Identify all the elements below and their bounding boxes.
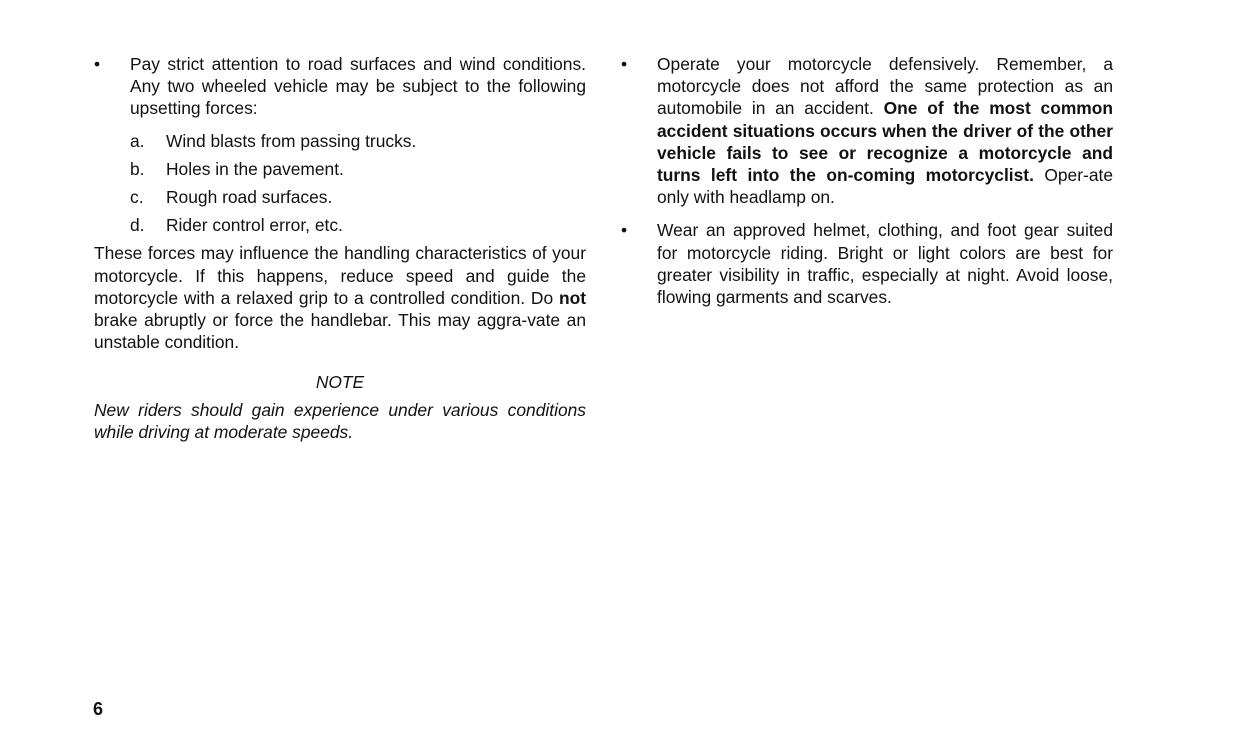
list-item [94, 214, 586, 236]
left-column [94, 53, 586, 443]
list-item-letter: d. [130, 215, 145, 236]
bullet-text: Operate your motorcycle defensively. Remember, a motorcycle does not afford the same protection as an automobile in an accident. [657, 54, 1113, 119]
list-item [94, 158, 586, 180]
list-item-text: Holes in the pavement. [166, 158, 344, 179]
list-item-text: Wind blasts from passing trucks. [166, 130, 417, 151]
bullet-marker: • [94, 54, 101, 74]
upsetting-forces-list [94, 130, 586, 237]
bullet-marker: • [621, 54, 628, 74]
bullet-defensive-riding [621, 53, 1113, 208]
bullet-text: Pay strict attention to road surfaces and wind conditions. Any two wheeled vehicle may be subject to the following upsetting forces: [130, 54, 586, 119]
note-text: New riders should gain experience under various conditions while driving at moderate speeds. [94, 400, 586, 443]
list-item-letter: a. [130, 130, 145, 151]
paragraph-text: brake abruptly or force the handlebar. This may aggra-vate an unstable condition. [94, 310, 586, 353]
handling-paragraph [94, 242, 586, 353]
paragraph-bold-text: not [558, 287, 586, 308]
list-item-letter: c. [130, 187, 144, 208]
list-item-text: Rider control error, etc. [166, 215, 343, 236]
list-item-text: Rough road surfaces. [166, 187, 333, 208]
bullet-bold-text: One of the most common accident situations occurs when the driver of the other vehicle fails to see or recognize a motorcycle and turns left into the on-coming motorcyclist. [657, 98, 1113, 186]
page-number: 6 [93, 699, 104, 719]
list-item [94, 130, 586, 152]
bullet-marker: • [621, 220, 628, 241]
bullet-helmet-clothing [621, 219, 1113, 308]
list-item-letter: b. [130, 158, 145, 179]
right-column [621, 53, 1113, 319]
list-item [94, 186, 586, 208]
paragraph-text: These forces may influence the handling characteristics of your motorcycle. If this happens, reduce speed and guide the motorcycle with a relaxed grip to a controlled condition. Do [94, 243, 586, 308]
bullet-road-surfaces [94, 53, 586, 120]
bullet-text: Oper-ate only with headlamp on. [657, 165, 1113, 208]
bullet-text: Wear an approved helmet, clothing, and foot gear suited for motorcycle riding. Bright or light colors are best for greater visibility in traffic, especially at night. Avoid loose, flowing garments and scarves. [657, 220, 1113, 308]
note-title: NOTE [315, 371, 365, 392]
